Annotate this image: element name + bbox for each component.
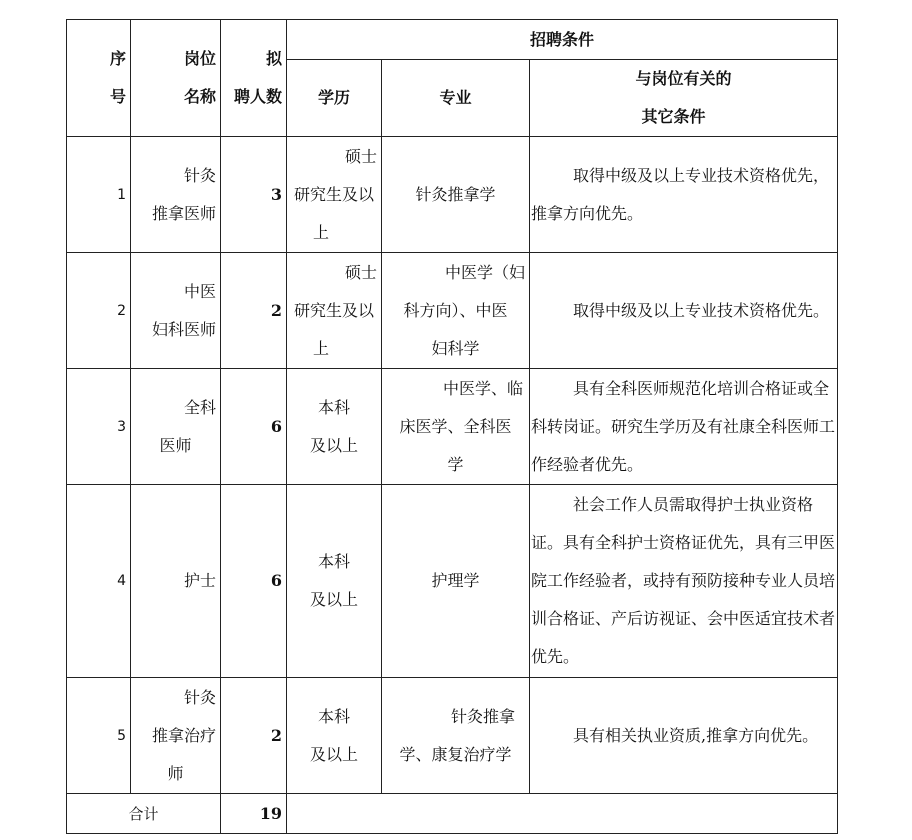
row-major: 中医学（妇 科方向）、中医 妇科学: [382, 253, 530, 369]
row-education: 本科 及以上: [287, 678, 382, 794]
table-row: [67, 369, 838, 485]
header-seq: 序 号: [67, 20, 131, 137]
row-count: 3: [221, 137, 287, 253]
header-education: 学历: [287, 60, 382, 137]
header-position: 岗位 名称: [131, 20, 221, 137]
total-count: 19: [221, 794, 287, 834]
table-row: [67, 137, 838, 253]
total-label: 合计: [67, 794, 221, 834]
row-position: 中医 妇科医师: [131, 253, 221, 369]
row-major: 针灸推拿学: [382, 137, 530, 253]
total-empty: [287, 794, 838, 834]
row-other-conditions: 具有全科医师规范化培训合格证或全科转岗证。研究生学历及有社康全科医师工作经验者优先。: [530, 369, 838, 485]
row-count: 2: [221, 678, 287, 794]
header-requirements: 招聘条件: [287, 20, 838, 60]
table-row: [67, 253, 838, 369]
row-position: 针灸 推拿治疗 师: [131, 678, 221, 794]
row-major: 护理学: [382, 485, 530, 678]
row-seq: 3: [67, 369, 131, 485]
row-position: 针灸 推拿医师: [131, 137, 221, 253]
row-position: 全科 医师: [131, 369, 221, 485]
row-other-conditions: 社会工作人员需取得护士执业资格证。具有全科护士资格证优先，具有三甲医院工作经验者，或持有预防接种专业人员培训合格证、产后访视证、会中医适宜技术者优先。: [530, 485, 838, 678]
row-count: 6: [221, 485, 287, 678]
row-seq: 4: [67, 485, 131, 678]
header-major: 专业: [382, 60, 530, 137]
row-position: 护士: [131, 485, 221, 678]
table-row: [67, 485, 838, 678]
recruitment-table: [66, 19, 838, 834]
row-other-conditions: 具有相关执业资质,推拿方向优先。: [530, 678, 838, 794]
row-seq: 2: [67, 253, 131, 369]
row-major: 中医学、临 床医学、全科医 学: [382, 369, 530, 485]
row-education: 本科 及以上: [287, 369, 382, 485]
row-education: 硕士 研究生及以 上: [287, 137, 382, 253]
row-count: 2: [221, 253, 287, 369]
header-row-1: [67, 20, 838, 60]
row-education: 硕士 研究生及以 上: [287, 253, 382, 369]
table-row: [67, 678, 838, 794]
row-major: 针灸推拿 学、康复治疗学: [382, 678, 530, 794]
row-education: 本科 及以上: [287, 485, 382, 678]
row-seq: 5: [67, 678, 131, 794]
row-count: 6: [221, 369, 287, 485]
row-other-conditions: 取得中级及以上专业技术资格优先。: [530, 253, 838, 369]
row-seq: 1: [67, 137, 131, 253]
header-count: 拟 聘人数: [221, 20, 287, 137]
total-row: [67, 794, 838, 834]
header-other: 与岗位有关的 其它条件: [530, 60, 838, 137]
row-other-conditions: 取得中级及以上专业技术资格优先，推拿方向优先。: [530, 137, 838, 253]
